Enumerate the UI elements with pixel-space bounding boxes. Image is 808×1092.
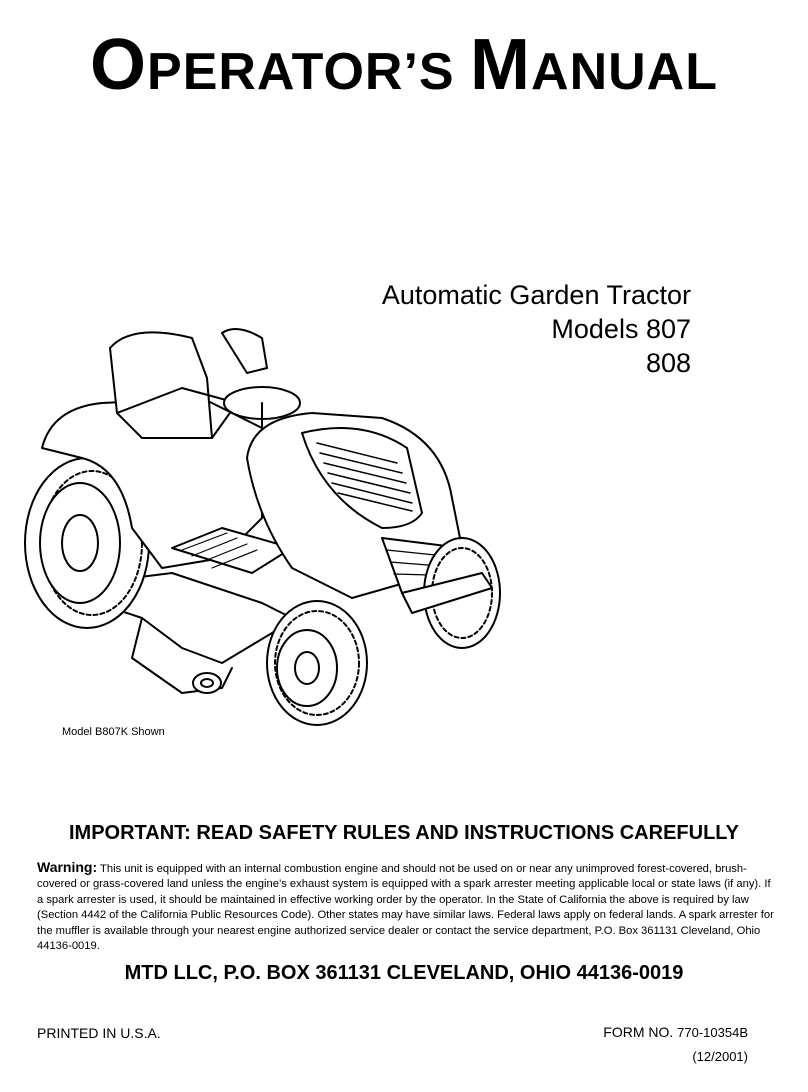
model-line-2: 808 (645, 348, 691, 378)
warning-paragraph (37, 860, 777, 954)
form-date: (12/2001) (692, 1049, 748, 1064)
company-address: MTD LLC, P.O. BOX 361131 CLEVELAND, OHIO 44136-0019 (124, 962, 684, 984)
warning-text: This unit is equipped with an internal combustion engine and should not be used on or near any unimproved forest-covered, brush-covered or grass-covered land unless the engine’s exhaust system is equipped with a spark arrester meeting applicable local or state laws (if any). If a spark arrester is used, it should be maintained in effective working order by the operator. In the State of California the above is required by law (Section 4442 of the California Public Resources Code). Other states may have similar laws. Federal laws apply on federal lands. A spark arrester for the muffler is available through your nearest engine authorized service dealer or contact the service department, P.O. Box 361131 Cleveland, Ohio 44136-0019. (37, 863, 774, 953)
tractor-illustration (22, 318, 512, 728)
form-label: FORM NO. (603, 1024, 674, 1040)
illustration-caption: Model B807K Shown (62, 726, 165, 738)
printed-in: PRINTED IN U.S.A. (37, 1025, 161, 1041)
important-heading: IMPORTANT: READ SAFETY RULES AND INSTRUCTIONS CAREFULLY (68, 822, 740, 844)
manual-title: OPERATOR’S MANUAL (90, 25, 718, 105)
form-number: 770-10354B (677, 1025, 748, 1040)
warning-label: Warning: (37, 859, 98, 875)
form-number-block (603, 1020, 748, 1069)
product-name: Automatic Garden Tractor (381, 280, 691, 310)
model-line-1: Models 807 (551, 314, 691, 344)
